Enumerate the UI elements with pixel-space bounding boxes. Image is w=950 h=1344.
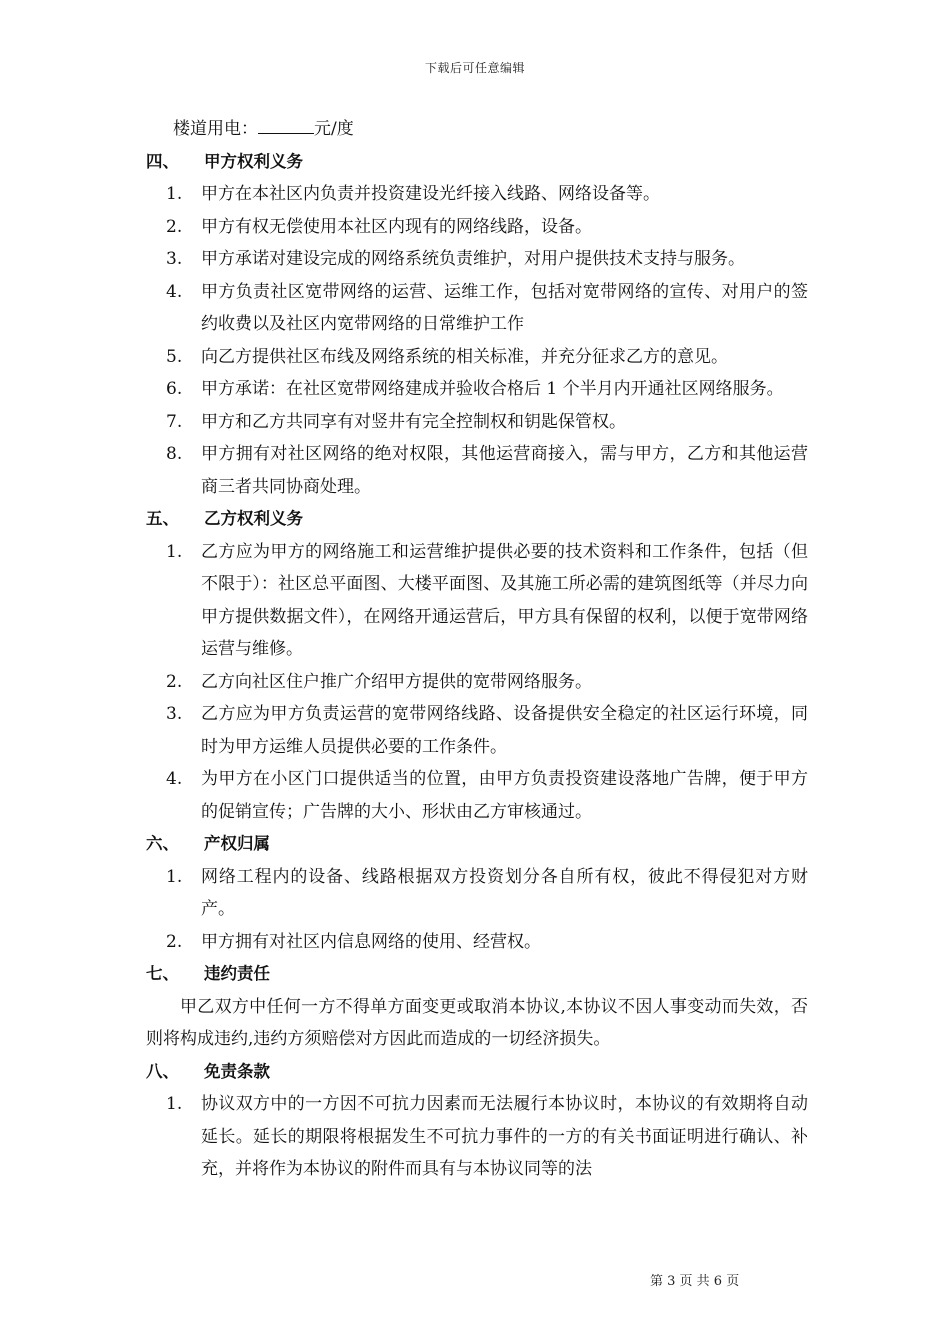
- list-item: [146, 861, 808, 926]
- item-text: 乙方应为甲方的网络施工和运营维护提供必要的技术资料和工作条件，包括（但不限于）：社区总平面图、大楼平面图、及其施工所必需的建筑图纸等（并尽力向甲方提供数据文件），在网络开通运营后，甲方具有保留的权利，以便于宽带网络运营与维修。: [201, 541, 808, 659]
- item-text: 甲方承诺：在社区宽带网络建成并验收合格后 1 个半月内开通社区网络服务。: [201, 379, 784, 399]
- item-number: 1.: [166, 1094, 183, 1114]
- list-item: [146, 373, 808, 406]
- section-number: 四、: [146, 151, 179, 171]
- document-body: [146, 113, 808, 1186]
- item-text: 甲方拥有对社区内信息网络的使用、经营权。: [201, 931, 541, 952]
- stairway-electricity-line: [146, 113, 808, 146]
- list-item: [146, 698, 808, 763]
- paragraph: 甲乙双方中任何一方不得单方面变更或取消本协议,本协议不因人事变动而失效，否则将构成违约,违约方须赔偿对方因此而造成的一切经济损失。: [146, 996, 808, 1049]
- item-number: 8.: [166, 444, 183, 464]
- section-title: 违约责任: [204, 964, 270, 983]
- section-title: 乙方权利义务: [204, 509, 303, 528]
- fill-blank: [258, 113, 314, 134]
- stairway-label: 楼道用电：: [173, 119, 258, 139]
- item-text: 甲方拥有对社区网络的绝对权限，其他运营商接入，需与甲方，乙方和其他运营商三者共同协商处理。: [201, 444, 808, 497]
- section-heading-7: [146, 958, 808, 991]
- section-number: 五、: [146, 509, 179, 528]
- item-text: 乙方向社区住户推广介绍甲方提供的宽带网络服务。: [201, 671, 592, 692]
- stairway-unit: 元/度: [314, 119, 354, 139]
- list-item: [146, 276, 808, 341]
- list-item: [146, 666, 808, 699]
- list-item: [146, 536, 808, 666]
- item-text: 协议双方中的一方因不可抗力因素而无法履行本协议时，本协议的有效期将自动延长。延长的期限将根据发生不可抗力事件的一方的有关书面证明进行确认、补充，并将作为本协议的附件而具有与本协议同等的法: [201, 1094, 808, 1179]
- page-footer: 第 3 页 共 6 页: [650, 1274, 740, 1289]
- section-title: 甲方权利义务: [204, 151, 303, 171]
- section-heading-6: [146, 828, 808, 861]
- list-item: [146, 211, 808, 244]
- item-text: 为甲方在小区门口提供适当的位置，由甲方负责投资建设落地广告牌，便于甲方的促销宣传；广告牌的大小、形状由乙方审核通过。: [201, 769, 808, 822]
- item-number: 4.: [166, 769, 183, 789]
- list-item: [146, 763, 808, 828]
- section-number: 六、: [146, 834, 179, 853]
- item-number: 2.: [166, 671, 183, 692]
- item-number: 2.: [166, 216, 183, 237]
- list-item: [146, 926, 808, 959]
- section-number: 七、: [146, 964, 179, 983]
- list-item: [146, 178, 808, 211]
- item-number: 6.: [166, 379, 183, 399]
- list-item: [146, 438, 808, 503]
- page-header: 下载后可任意编辑: [424, 61, 525, 75]
- item-text: 网络工程内的设备、线路根据双方投资划分各自所有权，彼此不得侵犯对方财产。: [201, 866, 808, 919]
- list-item: [146, 1088, 808, 1186]
- item-number: 1.: [166, 866, 183, 887]
- item-number: 4.: [166, 281, 183, 302]
- item-text: 甲方和乙方共同享有对竖井有完全控制权和钥匙保管权。: [201, 411, 626, 432]
- item-number: 5.: [166, 346, 183, 367]
- item-number: 2.: [166, 931, 183, 952]
- item-text: 甲方在本社区内负责并投资建设光纤接入线路、网络设备等。: [201, 184, 660, 204]
- list-item: [146, 243, 808, 276]
- section-title: 免责条款: [204, 1061, 270, 1081]
- list-item: [146, 406, 808, 439]
- item-number: 7.: [166, 411, 183, 432]
- item-text: 向乙方提供社区布线及网络系统的相关标准，并充分征求乙方的意见。: [201, 346, 728, 367]
- item-number: 3.: [166, 249, 183, 269]
- section-heading-5: [146, 503, 808, 536]
- item-text: 甲方有权无偿使用本社区内现有的网络线路，设备。: [201, 216, 592, 237]
- item-text: 甲方负责社区宽带网络的运营、运维工作，包括对宽带网络的宣传、对用户的签约收费以及社区内宽带网络的日常维护工作: [201, 281, 808, 334]
- item-number: 1.: [166, 541, 183, 562]
- item-text: 乙方应为甲方负责运营的宽带网络线路、设备提供安全稳定的社区运行环境，同时为甲方运维人员提供必要的工作条件。: [201, 704, 808, 757]
- section-title: 产权归属: [204, 834, 270, 853]
- section-heading-4: [146, 146, 808, 179]
- item-number: 1.: [166, 184, 183, 204]
- item-text: 甲方承诺对建设完成的网络系统负责维护，对用户提供技术支持与服务。: [201, 249, 745, 269]
- section-number: 八、: [146, 1061, 179, 1081]
- section-heading-8: [146, 1056, 808, 1089]
- item-number: 3.: [166, 704, 183, 724]
- list-item: [146, 341, 808, 374]
